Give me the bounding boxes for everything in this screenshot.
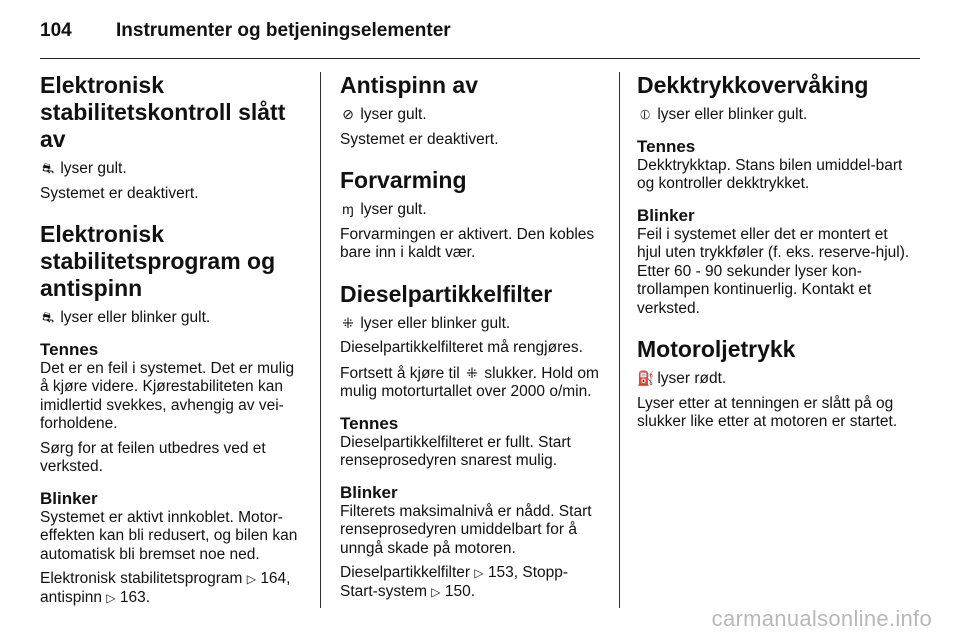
page-ref-arrow-icon: ▷ — [246, 572, 256, 586]
page-ref-arrow-icon: ▷ — [474, 566, 484, 580]
esp-tennes-text2: Sørg for at feilen utbedres ved et verksted. — [40, 439, 266, 475]
column-divider-2 — [619, 72, 620, 608]
dpf-blinker-text: Filterets maksimalnivå er nådd. Start renseprosedyren umiddelbart for å unngå skade på motoren. — [340, 502, 592, 557]
esp-ref-link-b[interactable]: 163. — [119, 588, 151, 606]
column-1 — [40, 72, 306, 613]
watermark: carmanualsonline.info — [711, 606, 932, 631]
section-title-preheat: Forvarming — [340, 167, 467, 193]
preheat-text: Forvarmingen er aktivert. Den kobles bare inn i kaldt vær. — [340, 225, 595, 261]
esc-off-text: Systemet er deaktivert. — [40, 184, 199, 202]
tpms-tennes-heading: Tennes — [637, 136, 696, 156]
column-3 — [637, 72, 912, 438]
traction-off-icon: ⊘ — [342, 106, 354, 122]
page-header — [40, 20, 451, 46]
section-title-esp: Elektronisk stabilitetsprogram og antispinn — [40, 221, 276, 301]
esp-tennes-heading: Tennes — [40, 339, 99, 359]
dpf-blinker-heading: Blinker — [340, 482, 398, 502]
esp-references: Elektronisk stabilitetsprogram ▷ 164, antispinn ▷ 163. — [40, 570, 291, 606]
dpf-text2: Fortsett å kjøre til ⁜ slukker. Hold om mulig motorturtallet over 2000 o/min. — [340, 364, 599, 400]
oil-can-icon: ⛽ — [637, 370, 655, 386]
tpms-blinker-heading: Blinker — [637, 205, 695, 225]
diesel-particle-filter-icon: ⁜ — [466, 364, 478, 381]
oil-text: Lyser etter at tenningen er slått på og slukker like etter at motoren er startet. — [637, 394, 898, 430]
esp-blinker-heading: Blinker — [40, 488, 98, 508]
page-ref-arrow-icon: ▷ — [431, 584, 441, 599]
chapter-title: Instrumenter og betjeningselementer — [116, 20, 451, 41]
dpf-status: ⁜ lyser eller blinker gult. — [340, 314, 606, 334]
section-title-tpms: Dekktrykkovervåking — [637, 72, 869, 98]
section-title-oil: Motoroljetrykk — [637, 336, 796, 362]
page-number: 104 — [40, 20, 72, 41]
esp-blinker-text: Systemet er aktivt innkoblet. Motor-effekten kan bli redusert, og bilen kan automatisk bli bremset noe ned. — [40, 508, 298, 563]
section-title-antispin: Antispinn av — [340, 72, 479, 98]
antispin-status: ⊘ lyser gult. — [340, 105, 606, 125]
tpms-status: ⦶ lyser eller blinker gult. — [637, 105, 912, 125]
esc-off-icon: ⛐ — [41, 160, 55, 176]
tire-pressure-icon: ⦶ — [639, 106, 651, 122]
preheat-status: ɱ lyser gult. — [340, 200, 606, 220]
diesel-particle-filter-icon: ⁜ — [342, 314, 354, 331]
page-ref-arrow-icon: ▷ — [106, 590, 116, 605]
esc-off-status: ⛐ lyser gult. — [41, 160, 127, 177]
esp-tennes-text: Det er en feil i systemet. Det er mulig å kjøre videre. Kjørestabiliteten kan imidlertid svekkes, avhengig av vei-forholdene. — [40, 359, 295, 432]
dpf-ref-link-b[interactable]: 150. — [444, 582, 476, 600]
dpf-tennes-text: Dieselpartikkelfilteret er fullt. Start renseprosedyren snarest mulig. — [340, 433, 571, 469]
dpf-tennes-heading: Tennes — [340, 413, 399, 433]
esp-status: ⛐ lyser eller blinker gult. — [41, 309, 211, 326]
antispin-text: Systemet er deaktivert. — [340, 130, 499, 148]
dpf-references: Dieselpartikkelfilter ▷ 153, Stopp- Start-system ▷ 150. — [340, 564, 569, 600]
tpms-blinker-text: Feil i systemet eller det er montert et hjul uten trykkføler (f. eks. reserve-hjul). Etter 60 - 90 sekunder lyser kon-trollampen kontinuerlig. Kontakt et verksted. — [637, 225, 910, 317]
header-rule — [40, 58, 920, 59]
tpms-tennes-text: Dekktrykktap. Stans bilen umiddel-bart og kontroller dekktrykket. — [637, 156, 903, 192]
column-divider-1 — [320, 72, 321, 608]
dpf-ref-link-a[interactable]: 153, Stopp- — [487, 564, 569, 581]
glow-plug-icon: ɱ — [342, 201, 354, 217]
column-2 — [340, 72, 606, 607]
esp-icon: ⛐ — [41, 309, 55, 325]
section-title-esc-off: Elektronisk stabilitetskontroll slått av — [40, 72, 286, 152]
esp-ref-link-a[interactable]: 164, — [260, 570, 291, 587]
dpf-text: Dieselpartikkelfilteret må rengjøres. — [340, 339, 583, 356]
section-title-dpf: Dieselpartikkelfilter — [340, 280, 553, 307]
oil-status: ⛽ lyser rødt. — [637, 370, 727, 387]
